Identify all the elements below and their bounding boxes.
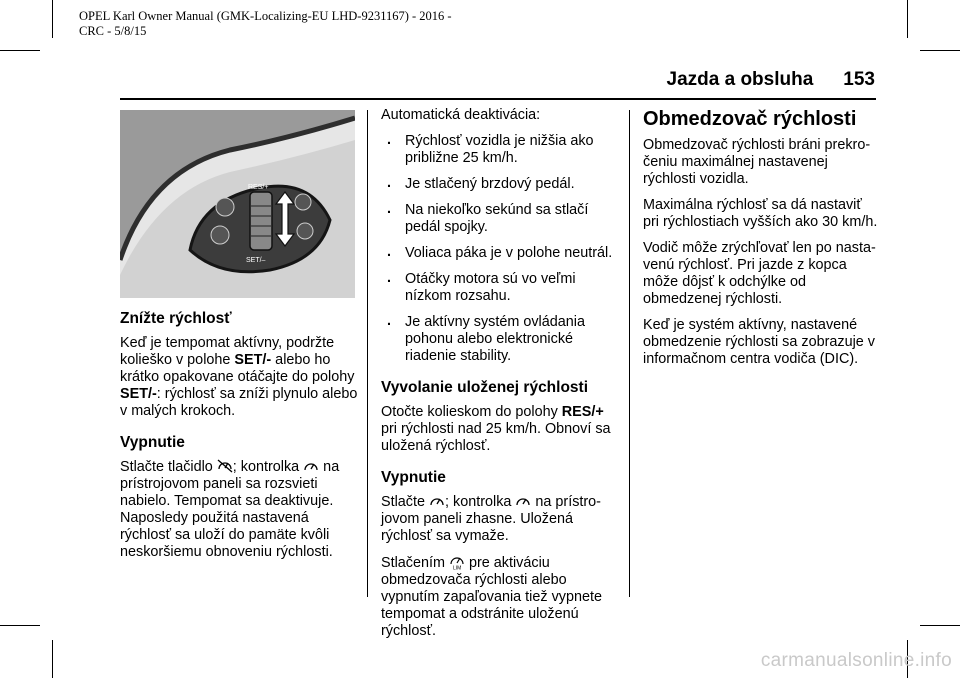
crop-mark	[920, 625, 960, 626]
list-item: . Voliaca páka je v polohe neutrál.	[387, 244, 613, 261]
meta-line-2: CRC - 5/8/15	[79, 24, 147, 38]
list-item: . Otáčky motora sú vo veľmi nízkom rozsahu.	[387, 270, 576, 304]
column-1	[120, 110, 358, 570]
cruise-control-indicator-icon	[303, 459, 319, 473]
column-divider	[629, 110, 630, 597]
switch-off-text-2: Stlačte ; kontrolka na prístro-jovom paneli zhasne. Uložená rýchlosť sa vymaže.	[381, 494, 601, 544]
speed-limiter-activation-text: Stlačením LIM pre aktiváciu obmedzovača rýchlosti alebo vypnutím zapaľovania tiež vypnete tempomat a odstránite uloženú rýchlosť.	[381, 555, 602, 639]
switch-off-text: Stlačte tlačidlo ; kontrolka na prístrojovom paneli sa rozsvieti nabielo. Tempomat sa deaktivuje. Naposledy použitá nastavená rýchlosť sa uloží do pamäte kvôli neskoršiemu obnoveniu rýchlosti.	[120, 459, 340, 560]
column-2	[381, 107, 621, 649]
reduce-speed-text: Keď je tempomat aktívny, podržte kolieško v polohe SET/- alebo ho krátko opakovane otáčajte do polohy SET/-: rýchlosť sa zníži plynulo alebo v malých krokoch.	[120, 335, 358, 419]
crop-mark	[907, 0, 908, 38]
heading-reduce-speed: Znížte rýchlosť	[120, 310, 232, 327]
limiter-paragraph-1: Obmedzovač rýchlosti bráni prekro-čeniu maximálnej nastavenej rýchlosti vozidla.	[643, 137, 871, 187]
watermark: carmanualsonline.info	[760, 650, 952, 671]
speed-limiter-icon	[449, 554, 465, 570]
cruise-cancel-icon	[217, 459, 233, 473]
crop-mark	[52, 0, 53, 38]
recall-speed-text: Otočte kolieskom do polohy RES/+ pri rýchlosti nad 25 km/h. Obnoví sa uložená rýchlosť.	[381, 404, 611, 454]
svg-text:LIM: LIM	[452, 565, 462, 570]
meta-line-1: OPEL Karl Owner Manual (GMK-Localizing-EU LHD-9231167) - 2016 -	[79, 9, 452, 23]
column-3	[643, 107, 881, 377]
heading-recall-speed: Vyvolanie uloženej rýchlosti	[381, 379, 589, 396]
set-label: SET/–	[246, 257, 266, 264]
list-item: . Je stlačený brzdový pedál.	[387, 175, 575, 192]
heading-speed-limiter: Obmedzovač rýchlosti	[643, 108, 857, 130]
list-item: . Rýchlosť vozidla je nižšia ako približne 25 km/h.	[387, 132, 594, 166]
header-rule	[120, 98, 876, 100]
heading-switch-off: Vypnutie	[120, 434, 185, 451]
crop-mark	[0, 50, 40, 51]
list-item: . Je aktívny systém ovládania pohonu alebo elektronické riadenie stability.	[387, 313, 585, 364]
limiter-paragraph-2: Maximálna rýchlosť sa dá nastaviť pri rýchlostiach vyšších ako 30 km/h.	[643, 197, 878, 230]
limiter-paragraph-3: Vodič môže zrýchľovať len po nasta-venú rýchlosť. Pri jazde z kopca môže dôjsť k odchýlke od obmedzenej rýchlosti.	[643, 240, 876, 307]
heading-switch-off-2: Vypnutie	[381, 469, 446, 486]
limiter-paragraph-4: Keď je systém aktívny, nastavené obmedzenie rýchlosti sa zobrazuje v informačnom centra vodiča (DIC).	[643, 317, 875, 367]
crop-mark	[52, 640, 53, 678]
cruise-control-indicator-icon	[429, 494, 445, 508]
document-meta	[79, 9, 452, 39]
crop-mark	[0, 625, 40, 626]
running-header	[667, 69, 875, 91]
page-number: 153	[843, 69, 875, 90]
column-divider	[367, 110, 368, 597]
cruise-control-indicator-icon	[515, 494, 531, 508]
res-label: RES/+	[248, 184, 269, 191]
steering-wheel-controls-illustration	[120, 110, 355, 298]
list-item: . Na niekoľko sekúnd sa stlačí pedál spojky.	[387, 201, 589, 235]
crop-mark	[920, 50, 960, 51]
auto-deactivation-intro: Automatická deaktivácia:	[381, 107, 541, 123]
section-title: Jazda a obsluha	[666, 69, 814, 90]
